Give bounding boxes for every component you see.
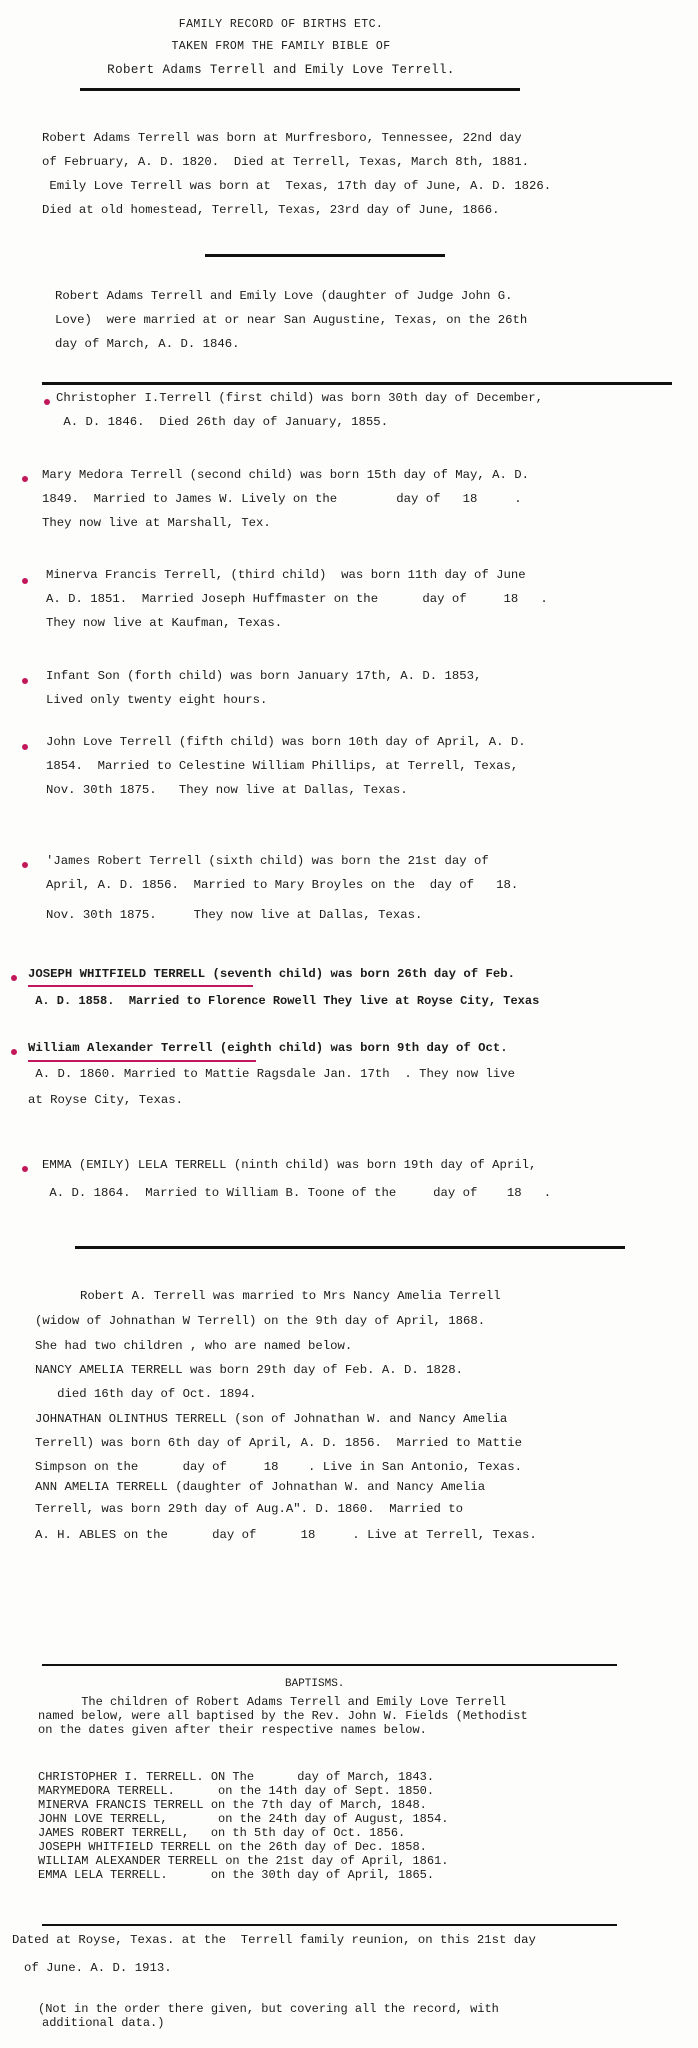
text-line: They now live at Marshall, Tex. [42,516,271,530]
record-names: Robert Adams Terrell and Emily Love Terrell. [107,63,455,77]
text-line: NANCY AMELIA TERRELL was born 29th day of Feb. A. D. 1828. [35,1363,464,1377]
text-line: 1849. Married to James W. Lively on the day of 18 . [42,492,522,506]
text-line: of June. A. D. 1913. [24,1961,172,1975]
divider [75,1246,625,1249]
text-line: (Not in the order there given, but covering all the record, with [38,2002,499,2016]
text-line: Lived only twenty eight hours. [46,693,268,707]
text-line: on the dates given after their respective names below. [38,1723,427,1737]
record-title: FAMILY RECORD OF BIRTHS ETC. [178,18,384,31]
annotation-dot [22,744,28,750]
annotation-dot [22,578,28,584]
baptism-entry: JOHN LOVE TERRELL, on the 24th day of August, 1854. [38,1812,449,1826]
baptism-entry: MARYMEDORA TERRELL. on the 14th day of Sept. 1850. [38,1784,435,1798]
text-line: Minerva Francis Terrell, (third child) was born 11th day of June [46,568,526,582]
text-line: William Alexander Terrell (eighth child) was born 9th day of Oct. [28,1041,508,1055]
text-line: Nov. 30th 1875. They now live at Dallas, Texas. [46,908,423,922]
text-line: died 16th day of Oct. 1894. [35,1387,257,1401]
text-line: Robert Adams Terrell and Emily Love (daughter of Judge John G. [55,289,513,303]
baptisms-heading: BAPTISMS. [285,1678,345,1690]
text-line: JOSEPH WHITFIELD TERRELL (seventh child) was born 26th day of Feb. [28,967,516,981]
text-line: April, A. D. 1856. Married to Mary Broyles on the day of 18. [46,878,519,892]
text-line: of February, A. D. 1820. Died at Terrell, Texas, March 8th, 1881. [42,155,530,169]
text-line: Simpson on the day of 18 . Live in San Antonio, Texas. [35,1460,523,1474]
record-subtitle: TAKEN FROM THE FAMILY BIBLE OF [171,40,391,53]
text-line: Died at old homestead, Terrell, Texas, 23rd day of June, 1866. [42,203,500,217]
text-line: named below, were all baptised by the Rev. John W. Fields (Methodist [38,1709,528,1723]
text-line: John Love Terrell (fifth child) was born 10th day of April, A. D. [46,735,526,749]
annotation-dot [22,476,28,482]
annotation-dot [11,1049,17,1055]
annotation-dot [44,399,50,405]
text-line: Infant Son (forth child) was born January 17th, A. D. 1853, [46,669,482,683]
text-line: JOHNATHAN OLINTHUS TERRELL (son of Johnathan W. and Nancy Amelia [35,1412,508,1426]
text-line: Terrell) was born 6th day of April, A. D. 1856. Married to Mattie [35,1436,523,1450]
text-line: 1854. Married to Celestine William Phillips, at Terrell, Texas, [46,759,519,773]
text-line: Robert Adams Terrell was born at Murfresboro, Tennessee, 22nd day [42,131,522,145]
text-line: Christopher I.Terrell (first child) was born 30th day of December, [56,391,544,405]
text-line: A. D. 1864. Married to William B. Toone of the day of 18 . [42,1186,552,1200]
text-line: EMMA (EMILY) LELA TERRELL (ninth child) was born 19th day of April, [42,1158,537,1172]
divider [80,88,520,91]
divider [42,1924,617,1926]
text-line: day of March, A. D. 1846. [55,337,240,351]
text-line: A. D. 1858. Married to Florence Rowell They live at Royse City, Texas [28,994,540,1008]
baptism-entry: JOSEPH WHITFIELD TERRELL on the 26th day of Dec. 1858. [38,1840,427,1854]
text-line: The children of Robert Adams Terrell and Emily Love Terrell [38,1695,507,1709]
text-line: 'James Robert Terrell (sixth child) was born the 21st day of [46,854,489,868]
annotation-dot [11,975,17,981]
text-line: (widow of Johnathan W Terrell) on the 9th day of April, 1868. [35,1314,486,1328]
annotation-underline [28,985,253,987]
text-line: Terrell, was born 29th day of Aug.A". D. 1860. Married to [35,1502,464,1516]
text-line: additional data.) [42,2016,165,2030]
text-line: ANN AMELIA TERRELL (daughter of Johnathan W. and Nancy Amelia [35,1480,486,1494]
annotation-dot [22,678,28,684]
baptism-entry: EMMA LELA TERRELL. on the 30th day of April, 1865. [38,1868,435,1882]
baptism-entry: JAMES ROBERT TERRELL, on th 5th day of Oct. 1856. [38,1826,406,1840]
text-line: They now live at Kaufman, Texas. [46,616,283,630]
text-line: A. D. 1860. Married to Mattie Ragsdale Jan. 17th . They now live [28,1067,516,1081]
text-line: Dated at Royse, Texas. at the Terrell family reunion, on this 21st day [12,1933,536,1947]
text-line: Emily Love Terrell was born at Texas, 17th day of June, A. D. 1826. [42,179,552,193]
annotation-underline [28,1060,256,1062]
baptism-entry: MINERVA FRANCIS TERRELL on the 7th day of March, 1848. [38,1798,427,1812]
text-line: Love) were married at or near San Augustine, Texas, on the 26th [55,313,528,327]
text-line: Mary Medora Terrell (second child) was born 15th day of May, A. D. [42,468,530,482]
divider [42,1664,617,1666]
text-line: A. D. 1851. Married Joseph Huffmaster on the day of 18 . [46,592,548,606]
annotation-dot [22,1166,28,1172]
baptism-entry: WILLIAM ALEXANDER TERRELL on the 21st day of April, 1861. [38,1854,449,1868]
text-line: Nov. 30th 1875. They now live at Dallas, Texas. [46,783,408,797]
text-line: at Royse City, Texas. [28,1093,183,1107]
baptism-entry: CHRISTOPHER I. TERRELL. ON The day of March, 1843. [38,1770,435,1784]
divider [42,382,672,385]
annotation-dot [22,862,28,868]
text-line: She had two children , who are named below. [35,1339,353,1353]
text-line: A. D. 1846. Died 26th day of January, 1855. [56,415,389,429]
text-line: A. H. ABLES on the day of 18 . Live at Terrell, Texas. [35,1528,537,1542]
divider [205,254,445,257]
text-line: Robert A. Terrell was married to Mrs Nancy Amelia Terrell [80,1289,501,1303]
